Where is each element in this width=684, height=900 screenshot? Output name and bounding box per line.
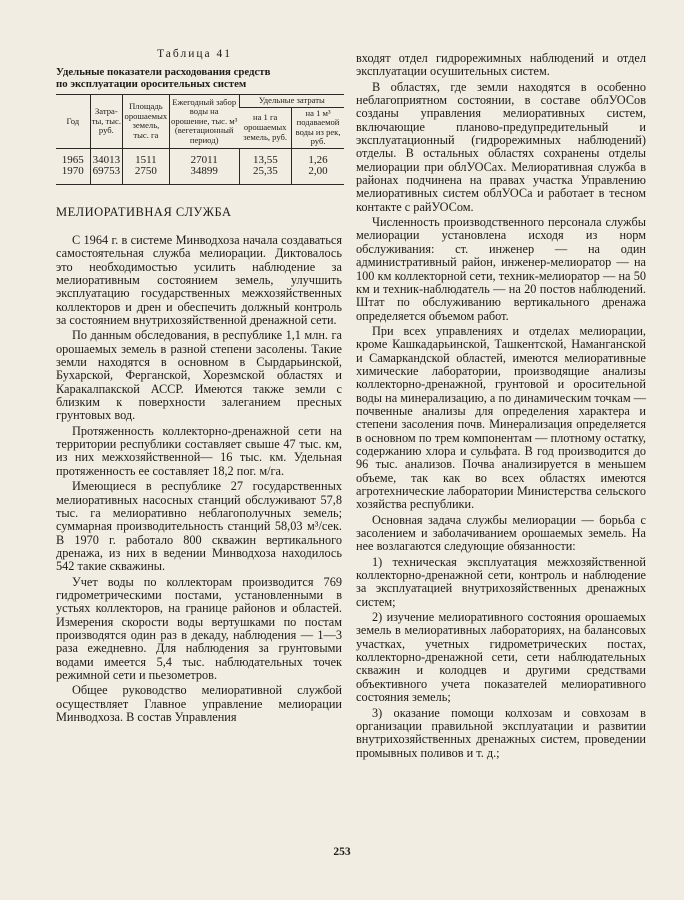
- paragraph: Численность производственного персонала службы мелиорации установлена исходя из норм обслуживания: ст. инженер — на один административный район, инженер-мелиоратор — на 100 км коллекторной сети, техник-мелиоратор — на 50 км и техник-наблюдатель — на 20 постов наблюдений. Штат по обслуживанию вертикального дренажа определяется объемом работ.: [356, 215, 646, 323]
- table-caption: [56, 66, 342, 90]
- left-column: [56, 48, 342, 724]
- cell-per-m3: 2,00: [292, 166, 344, 184]
- header-per-ha: на 1 га орошаемых земель, руб.: [243, 112, 288, 142]
- header-specific: Удельные затраты: [239, 95, 344, 108]
- paragraph: С 1964 г. в системе Минводхоза начала создаваться самостоятельная служба мелиорации. Диктовалось это необходимостью усилить наблюдение за мелиоративным состоянием земель, улучшить эксплуатацию государственных межхозяйственных коллекторов и дрен и обеспечить должный контроль за состоянием внутрихозяйственной дренажной сети.: [56, 232, 342, 328]
- paragraph: Имеющиеся в республике 27 государственных мелиоративных насосных станций обслуживают 57,8 тыс. га мелиоративно неблагополучных земель; суммарная производительность станций 58,03 м³/сек. В 1970 г. работало 800 скважин вертикального дренажа, из них в ведении Минводхоза находилось 542 такие скважины.: [56, 479, 342, 574]
- expenditure-table: [56, 94, 344, 185]
- list-item: 1) техническая эксплуатация межхозяйственной коллекторно-дренажной сети, контроль и наблюдение за эксплуатацией внутрихозяйственных дренажных систем;: [356, 554, 646, 609]
- cell-per-m3: 1,26: [292, 148, 344, 166]
- table-header: [56, 95, 344, 149]
- page-number: 253: [333, 846, 351, 858]
- list-item: 2) изучение мелиоративного состояния орошаемых земель в мелиоративных лабораториях, на балансовых участках, учетных гидрометрических постах, коллекторно-дренажной сети, сети наблюдательных скважин и колодцев и другими средствами объективного учета показателей мелиоративного состояния земель;: [356, 610, 646, 705]
- table-caption-line: по эксплуатации оросительных систем: [56, 78, 247, 90]
- table-body: [56, 148, 344, 184]
- header-per-m3: на 1 м³ подаваемой воды из рек, руб.: [292, 107, 344, 148]
- table-row: [56, 166, 344, 184]
- cell-intake: 34899: [169, 166, 239, 184]
- table-row: [56, 148, 344, 166]
- cell-year: 1970: [61, 165, 84, 178]
- paragraph: входят отдел гидрорежимных наблюдений и отдел эксплуатации осушительных систем.: [356, 51, 646, 79]
- header-year: Год: [66, 115, 80, 126]
- cell-area: 1511: [123, 148, 170, 166]
- table-caption-line: Удельные показатели расходования средств: [56, 66, 271, 78]
- list-item: 3) оказание помощи колхозам и совхозам в организации правильной эксплуатации и развитии внутрихозяйственных дренажных систем, проведении промывных поливов и т. д.;: [356, 705, 646, 760]
- cell-per-ha: 13,55: [239, 148, 291, 166]
- header-cost: Затра-ты, тыс. руб.: [90, 95, 123, 149]
- cell-area: 2750: [123, 166, 170, 184]
- table-label: Таблица 41: [157, 48, 232, 60]
- paragraph: По данным обследования, в республике 1,1 млн. га орошаемых земель в разной степени засолены. Такие земли находятся в основном в Сырдарьинской, Бухарской, Ферганской, Хорезмской областях и Каракалпакской АССР. Имеются также земли с близким к поверхности залеганием пресных грунтовых вод.: [56, 328, 342, 423]
- header-area: Площадь орошаемых земель, тыс. га: [123, 95, 170, 149]
- cell-year: 1965: [61, 153, 84, 166]
- header-intake: Ежегодный забор воды на орошение, тыс. м³ (вегетационный период): [169, 95, 239, 149]
- paragraph: При всех управлениях и отделах мелиорации, кроме Кашкадарьинской, Ташкентской, Наманганской и Самаркандской областей, имеются мелиоративные химические лаборатории, производящие анализы коллекторно-дренажной, грунтовой и оросительной воды на минерализацию, а по динамическим точкам — почвенные анализы для определения характера и степени засоления почв. Минерализация определяется в основном по трем компонентам — плотному остатку, содержанию хлора и сульфата. В год производится до 96 тыс. анализов. Почва анализируется в меньшем объеме, так как во всех областях имеются агротехнические лаборатории Министерства сельского хозяйства республики.: [356, 323, 646, 512]
- section-heading: МЕЛИОРАТИВНАЯ СЛУЖБА: [56, 204, 232, 219]
- cell-per-ha: 25,35: [239, 166, 291, 184]
- paragraph: Основная задача службы мелиорации — борьба с засолением и заболачиванием орошаемых земель. На нее возлагаются следующие обязанности:: [356, 512, 646, 554]
- cell-intake: 27011: [169, 148, 239, 166]
- paragraph: В областях, где земли находятся в особенно неблагоприятном состоянии, в составе облУОСов созданы управления мелиоративных систем, включающие планово-предупредительный и эксплуатационный (гидрорежимных наблюдений) отделы. В остальных областях сохранены отделы мелиорации при облУОСах. Мелиоративная служба в районах подчинена на правах участка Управлению мелиоративных систем облУОСа и работает в тесном контакте с райУОСом.: [356, 79, 646, 214]
- cell-cost: 69753: [90, 166, 123, 184]
- paragraph: Протяженность коллекторно-дренажной сети на территории республики составляет свыше 47 тыс. км, из них межхозяйственной— 16 тыс. км. Удельная протяженность ее составляет 18,2 пог. м/га.: [56, 423, 342, 478]
- paragraph: Общее руководство мелиоративной службой осуществляет Главное управление мелиорации Минводхоза. В состав Управления: [56, 683, 342, 724]
- paragraph: Учет воды по коллекторам производится 769 гидрометрическими постами, установленными в устьях коллекторов, на границе районов и областей. Измерения скорости воды вертушками по постам производятся один раз в декаду, наблюдения — 1—3 раза ежедневно. Для наблюдения за грунтовыми водами имеется 5,4 тыс. наблюдательных точек режимной сети и пьезометров.: [56, 574, 342, 682]
- cell-cost: 34013: [90, 148, 123, 166]
- right-column: [356, 52, 646, 760]
